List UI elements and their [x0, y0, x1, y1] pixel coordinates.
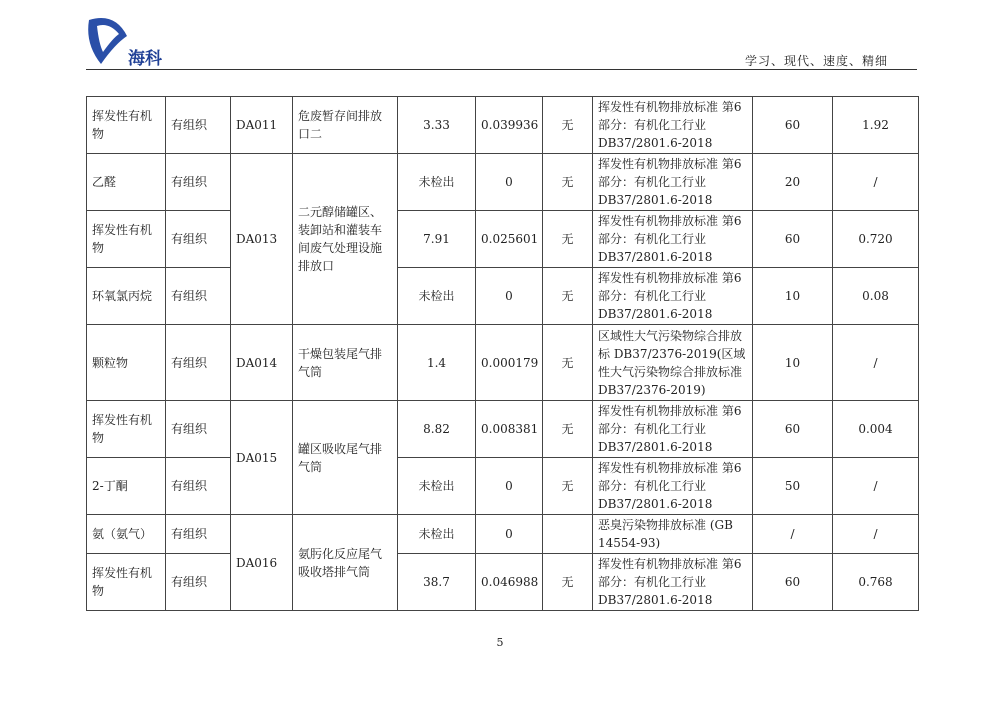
outlet-id-cell: DA016	[231, 515, 293, 611]
exceed-cell: 无	[543, 554, 593, 611]
logo-text: 海科	[128, 49, 162, 69]
outlet-id-cell: DA014	[231, 325, 293, 401]
table-row	[87, 268, 919, 325]
standard-cell: 区域性大气污染物综合排放标 DB37/2376-2019(区域性大气污染物综合排放标准 DB37/2376-2019)	[593, 325, 753, 401]
outlet-name-cell: 罐区吸收尾气排气筒	[293, 401, 398, 515]
limit-rate-cell: /	[833, 458, 919, 515]
limit-cell: 60	[753, 211, 833, 268]
rate-cell: 0.046988	[476, 554, 543, 611]
limit-rate-cell: 0.08	[833, 268, 919, 325]
standard-cell: 挥发性有机物排放标准 第6部分：有机化工行业DB37/2801.6-2018	[593, 211, 753, 268]
standard-cell: 挥发性有机物排放标准 第6部分：有机化工行业DB37/2801.6-2018	[593, 554, 753, 611]
outlet-name-cell: 危废暂存间排放口二	[293, 97, 398, 154]
table-row	[87, 515, 919, 554]
type-cell: 有组织	[166, 515, 231, 554]
type-cell: 有组织	[166, 401, 231, 458]
exceed-cell: 无	[543, 401, 593, 458]
table-row	[87, 458, 919, 515]
pollutant-cell: 挥发性有机物	[87, 97, 166, 154]
limit-rate-cell: 0.720	[833, 211, 919, 268]
type-cell: 有组织	[166, 268, 231, 325]
limit-rate-cell: /	[833, 325, 919, 401]
pollutant-cell: 氨（氨气）	[87, 515, 166, 554]
limit-rate-cell: 0.768	[833, 554, 919, 611]
concentration-cell: 38.7	[398, 554, 476, 611]
table-row	[87, 325, 919, 401]
pollutant-cell: 乙醛	[87, 154, 166, 211]
limit-cell: 10	[753, 325, 833, 401]
rate-cell: 0	[476, 268, 543, 325]
limit-cell: 10	[753, 268, 833, 325]
outlet-id-cell: DA013	[231, 154, 293, 325]
exceed-cell: 无	[543, 268, 593, 325]
header-motto: 学习、现代、速度、精细	[744, 54, 888, 68]
type-cell: 有组织	[166, 211, 231, 268]
standard-cell: 挥发性有机物排放标准 第6部分：有机化工行业DB37/2801.6-2018	[593, 154, 753, 211]
limit-rate-cell: 0.004	[833, 401, 919, 458]
limit-rate-cell: 1.92	[833, 97, 919, 154]
rate-cell: 0	[476, 458, 543, 515]
exceed-cell: 无	[543, 211, 593, 268]
table-row	[87, 97, 919, 154]
outlet-name-cell: 二元醇储罐区、装卸站和灌装车间废气处理设施排放口	[293, 154, 398, 325]
rate-cell: 0.039936	[476, 97, 543, 154]
limit-cell: 60	[753, 97, 833, 154]
exceed-cell: 无	[543, 154, 593, 211]
pollutant-cell: 挥发性有机物	[87, 211, 166, 268]
limit-cell: 50	[753, 458, 833, 515]
type-cell: 有组织	[166, 97, 231, 154]
limit-rate-cell: /	[833, 154, 919, 211]
type-cell: 有组织	[166, 154, 231, 211]
pollutant-cell: 挥发性有机物	[87, 554, 166, 611]
limit-cell: /	[753, 515, 833, 554]
exceed-cell: 无	[543, 325, 593, 401]
limit-cell: 60	[753, 554, 833, 611]
concentration-cell: 7.91	[398, 211, 476, 268]
exceed-cell: 无	[543, 458, 593, 515]
table-row	[87, 154, 919, 211]
limit-rate-cell: /	[833, 515, 919, 554]
rate-cell: 0.008381	[476, 401, 543, 458]
pollutant-cell: 环氧氯丙烷	[87, 268, 166, 325]
outlet-name-cell: 干燥包装尾气排气筒	[293, 325, 398, 401]
pollutant-cell: 颗粒物	[87, 325, 166, 401]
concentration-cell: 8.82	[398, 401, 476, 458]
standard-cell: 挥发性有机物排放标准 第6部分：有机化工行业DB37/2801.6-2018	[593, 268, 753, 325]
table-row	[87, 211, 919, 268]
type-cell: 有组织	[166, 325, 231, 401]
type-cell: 有组织	[166, 554, 231, 611]
standard-cell: 恶臭污染物排放标准 (GB 14554-93)	[593, 515, 753, 554]
page-number: 5	[496, 636, 504, 649]
rate-cell: 0	[476, 515, 543, 554]
exceed-cell	[543, 515, 593, 554]
emission-table	[86, 96, 919, 611]
exceed-cell: 无	[543, 97, 593, 154]
rate-cell: 0.025601	[476, 211, 543, 268]
concentration-cell: 1.4	[398, 325, 476, 401]
standard-cell: 挥发性有机物排放标准 第6部分：有机化工行业DB37/2801.6-2018	[593, 97, 753, 154]
standard-cell: 挥发性有机物排放标准 第6部分：有机化工行业DB37/2801.6-2018	[593, 401, 753, 458]
type-cell: 有组织	[166, 458, 231, 515]
rate-cell: 0.000179	[476, 325, 543, 401]
concentration-cell: 未检出	[398, 458, 476, 515]
concentration-cell: 未检出	[398, 154, 476, 211]
outlet-id-cell: DA015	[231, 401, 293, 515]
concentration-cell: 未检出	[398, 268, 476, 325]
concentration-cell: 3.33	[398, 97, 476, 154]
header-rule	[86, 69, 917, 70]
standard-cell: 挥发性有机物排放标准 第6部分：有机化工行业DB37/2801.6-2018	[593, 458, 753, 515]
table-row	[87, 401, 919, 458]
limit-cell: 20	[753, 154, 833, 211]
pollutant-cell: 2-丁酮	[87, 458, 166, 515]
pollutant-cell: 挥发性有机物	[87, 401, 166, 458]
table-row	[87, 554, 919, 611]
limit-cell: 60	[753, 401, 833, 458]
outlet-name-cell: 氨肟化反应尾气吸收塔排气筒	[293, 515, 398, 611]
concentration-cell: 未检出	[398, 515, 476, 554]
outlet-id-cell: DA011	[231, 97, 293, 154]
rate-cell: 0	[476, 154, 543, 211]
